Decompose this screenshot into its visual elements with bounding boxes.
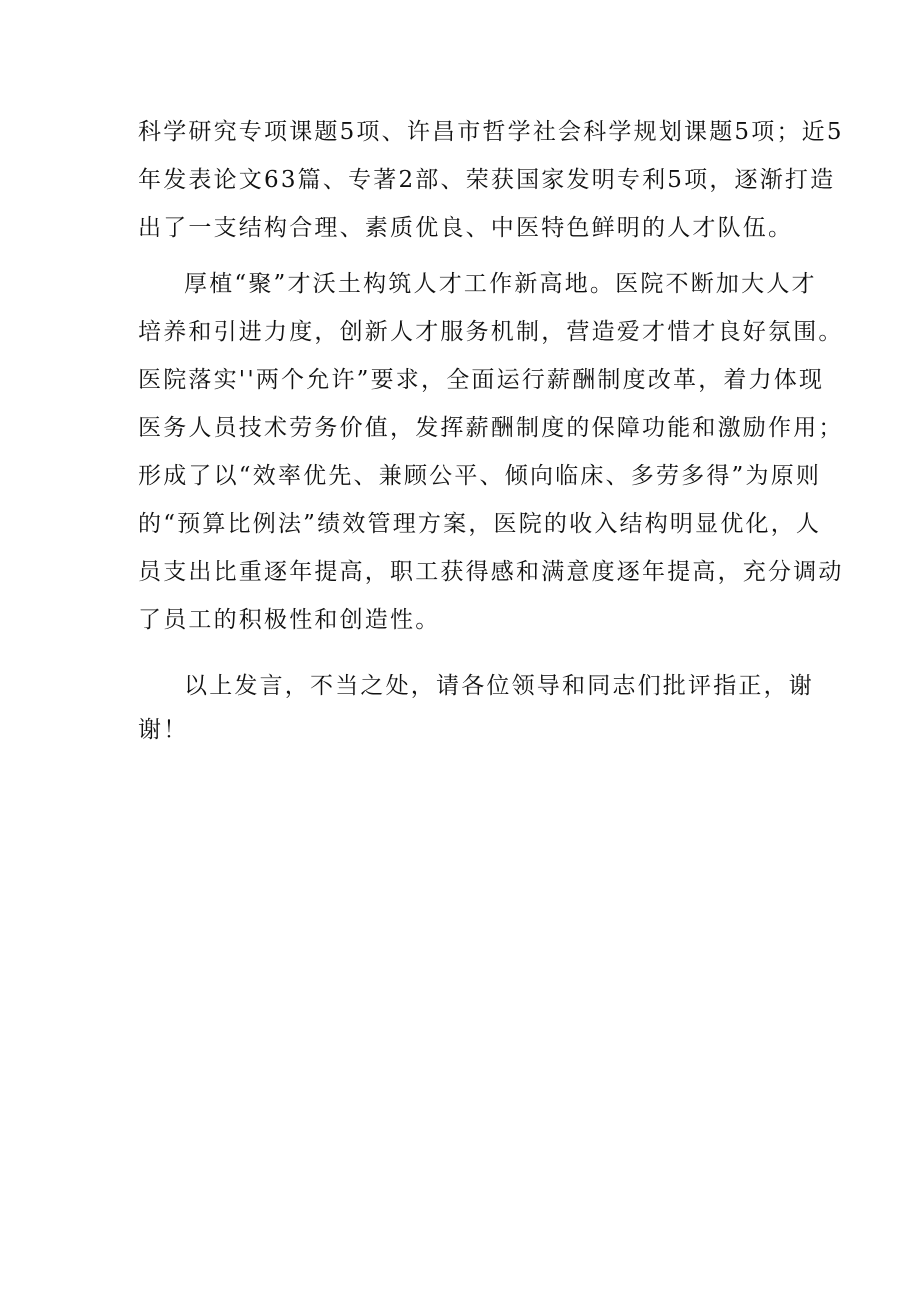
paragraph-2-line-8: 了员工的积极性和创造性。 xyxy=(138,607,441,633)
paragraph-1-line-2: 年发表论文63篇、专著2部、荣获国家发明专利5项，逐渐打造 xyxy=(138,167,836,193)
paragraph-2-line-3: 医院落实''两个允许”要求，全面运行薪酬制度改革，着力体现 xyxy=(138,367,825,393)
closing-line-2: 谢！ xyxy=(138,717,189,743)
paragraph-1-line-3: 出了一支结构合理、素质优良、中医特色鲜明的人才队伍。 xyxy=(138,215,794,241)
paragraph-2-line-7: 员支出比重逐年提高，职工获得感和满意度逐年提高，充分调动 xyxy=(138,559,844,585)
paragraph-2-line-4: 医务人员技术劳务价值，发挥薪酬制度的保障功能和激励作用； xyxy=(138,415,844,441)
paragraph-2-line-6: 的“预算比例法”绩效管理方案，医院的收入结构明显优化，人 xyxy=(138,511,822,537)
closing-line-1: 以上发言，不当之处，请各位领导和同志们批评指正，谢 xyxy=(184,673,814,699)
paragraph-1-line-1: 科学研究专项课题5项、许昌市哲学社会科学规划课题5项；近5 xyxy=(138,119,844,145)
paragraph-2-line-2: 培养和引进力度，创新人才服务机制，营造爱才惜才良好氛围。 xyxy=(138,319,844,345)
paragraph-2-line-5: 形成了以“效率优先、兼顾公平、倾向临床、多劳多得”为原则 xyxy=(138,463,822,489)
paragraph-2-line-1: 厚植“聚”才沃土构筑人才工作新高地。医院不断加大人才 xyxy=(184,271,817,297)
